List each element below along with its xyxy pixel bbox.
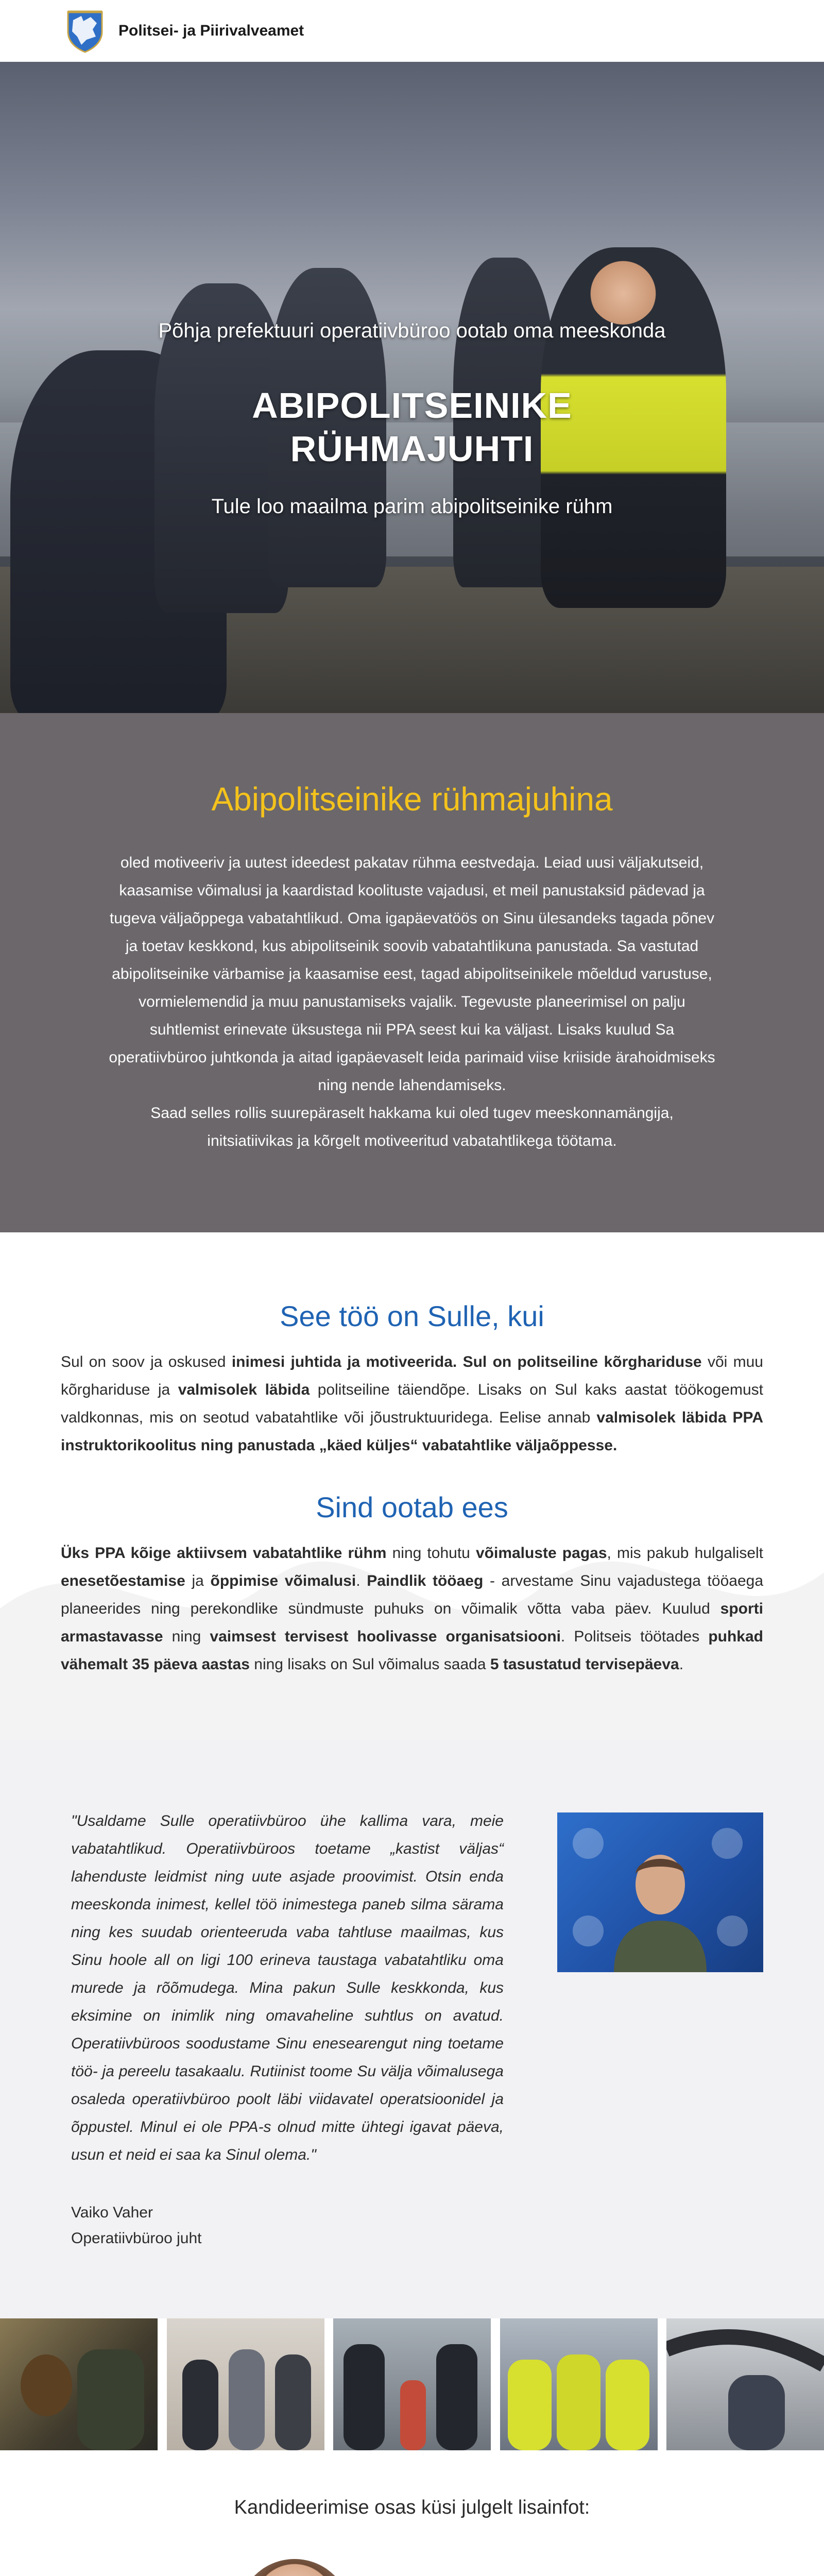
job-offer-text [61, 1539, 763, 1679]
body-text: - arvestame Sinu vajadustega tööaega planeerides ning perekondlike sündmuste puhuks on võimalik võtta vaba päev. Kuulud [61, 1572, 763, 1617]
emphasis-text: Üks PPA kõige aktiivsem vabatahtlike rühm [61, 1545, 387, 1562]
quote-author: Vaiko Vaher [71, 2204, 153, 2221]
avatar [238, 2559, 351, 2576]
photo-gallery [0, 2318, 824, 2450]
team-vests-icon [500, 2318, 658, 2450]
emphasis-text: puhkad vähemalt 35 päeva aastas [61, 1628, 763, 1673]
quote-text: "Usaldame Sulle operatiivbüroo ühe kallima vara, meie vabatahtlikud. Operatiivbüroos toetame „kastist väljas“ lahenduste leidmist ning uute asjade proovimist. Otsin enda meeskonda inimest, kellel töö inimestega paneb silma särama ning kes suudab orienteeruda vaba tahtluse maailmas, kus Sinu hoole all on ligi 100 erineva taustaga vabatahtliku oma murede ja rõõmudega. Mina pakun Sulle keskkonda, kus eksimine on inimlik ning omavaheline suhtlus on avatud. Operatiivbüroos soodustame Sinu enesearengut ning toetame töö- ja pereelu tasakaalu. Rutiinist toome Su välja võimalusega osaleda operatiivbüroo poolt läbi viidavatel operatsioonidel ja õppustel. Minul ei ole PPA-s olnud mitte ühtegi igavat päeva, usun et neid ei saa ka Sinul olema." [71, 1812, 504, 2163]
logo-text[interactable]: Politsei- ja Piirivalveamet [118, 22, 304, 39]
emphasis-text: sporti armastavasse [61, 1600, 763, 1645]
gallery-photo-child [333, 2318, 491, 2450]
intro-paragraph-2: Saad selles rollis suurepäraselt hakkama kui oled tugev meeskonnamängija, initsiatiivikas ja kõrgelt motiveeritud vabatahtlikega töötama. [150, 1105, 674, 1149]
emphasis-text: enesetõestamise [61, 1572, 185, 1589]
body-text: ning tohutu [386, 1545, 476, 1562]
contact-card [61, 2545, 763, 2576]
gallery-photo-volunteers [167, 2318, 324, 2450]
leader-portrait [557, 1812, 763, 1972]
officers-icon [333, 2318, 491, 2450]
contact-info [370, 2545, 586, 2576]
emphasis-text: vaimsest tervisest hoolivasse organisatsiooni [210, 1628, 561, 1645]
helicopter-icon [666, 2318, 824, 2450]
body-text [457, 1353, 462, 1370]
hero-subtitle: Tule loo maailma parim abipolitseinike rühm [211, 495, 613, 518]
emphasis-text: valmisolek läbida [178, 1381, 310, 1398]
site-header [0, 0, 824, 62]
hero-title-line2: RÜHMAJUHTI [290, 429, 534, 469]
body-text: . [679, 1656, 684, 1673]
contact-ask: Kandideerimise osas küsi julgelt lisainfot: [234, 2497, 590, 2518]
police-dog-icon [0, 2318, 158, 2450]
hero-title-line1: ABIPOLITSEINIKE [252, 385, 572, 426]
body-text: või muu kõrghariduse ja [61, 1353, 763, 1398]
body-text: , mis pakub hulgaliselt [607, 1545, 764, 1562]
gallery-photo-team [500, 2318, 658, 2450]
emphasis-text: Paindlik tööaeg [367, 1572, 484, 1589]
quote-section [0, 1740, 824, 2318]
hero-kicker: Põhja prefektuuri operatiivbüroo ootab oma meeskonda [158, 319, 666, 342]
hero-text-block [0, 319, 824, 518]
quote-signature [71, 2200, 504, 2251]
job-fit-text [61, 1348, 763, 1460]
emphasis-text: võimaluste pagas [475, 1545, 607, 1562]
ppa-shield-icon[interactable] [66, 9, 104, 53]
leader-figure-icon [557, 1812, 763, 1972]
hero-banner [0, 62, 824, 713]
intro-section [0, 713, 824, 1232]
emphasis-text: Sul on politseiline kõrghariduse [462, 1353, 702, 1370]
emphasis-text: 5 tasustatud tervisepäeva [490, 1656, 679, 1673]
quote-block [71, 1807, 504, 2251]
body-text: . Politseis töötades [560, 1628, 709, 1645]
hero-title [0, 384, 824, 470]
hero-officer-right-head [587, 247, 659, 325]
body-text: politseiline täiendõpe. Lisaks on Sul kaks aastat töökogemust valdkonnas, mis on seotud vabatahtlike või jõustruktuuridega. Eelise annab [61, 1381, 764, 1426]
intro-heading: Abipolitseinike rühmajuhina [211, 781, 613, 818]
gallery-photo-helicopter [666, 2318, 824, 2450]
emphasis-text: inimesi juhtida ja motiveerida. [231, 1353, 457, 1370]
gallery-photo-dog [0, 2318, 158, 2450]
body-text: ning [163, 1628, 210, 1645]
people-icon [167, 2318, 324, 2450]
body-text: . [356, 1572, 367, 1589]
job-heading-offer: Sind ootab ees [316, 1491, 508, 1523]
emphasis-text: õppimise võimalusi [210, 1572, 356, 1589]
quote-author-role: Operatiivbüroo juht [71, 2230, 202, 2247]
body-text: ning lisaks on Sul võimalus saada [249, 1656, 490, 1673]
job-section [0, 1232, 824, 1740]
job-heading-fit: See töö on Sulle, kui [280, 1300, 544, 1332]
contact-section [0, 2450, 824, 2576]
body-text: ja [185, 1572, 211, 1589]
emphasis-text: valmisolek läbida PPA instruktorikoolitus ning panustada „käed küljes“ vabatahtlike väljaõppesse. [61, 1409, 763, 1454]
intro-paragraph: oled motiveeriv ja uutest ideedest pakatav rühma eestvedaja. Leiad uusi väljakutseid, kaasamise võimalusi ja kaardistad koolituste vajadusi, et meil panustaksid pädevad ja tugeva väljaõppega vabatahtlikud. Oma igapäevatöös on Sinu ülesandeks tagada põnev ja toetav keskkond, kus abipolitseinik soovib vabatahtlikuna panustada. Sa vastutad abipolitseinike värbamise ja kaasamise eest, tagad abipolitseinikele mõeldud varustuse, vormielemendid ja muu panustamiseks vajalik. Tegevuste planeerimisel on palju suhtlemist erinevate üksustega nii PPA seest kui ka väljast. Lisaks kuulud Sa operatiivbüroo juhtkonda ja aitad igapäevaselt leida parimaid viise kriiside ärahoidmiseks ning nende lahendamiseks. [109, 854, 715, 1094]
body-text: Sul on soov ja oskused [61, 1353, 232, 1370]
contact-name [370, 2572, 586, 2576]
